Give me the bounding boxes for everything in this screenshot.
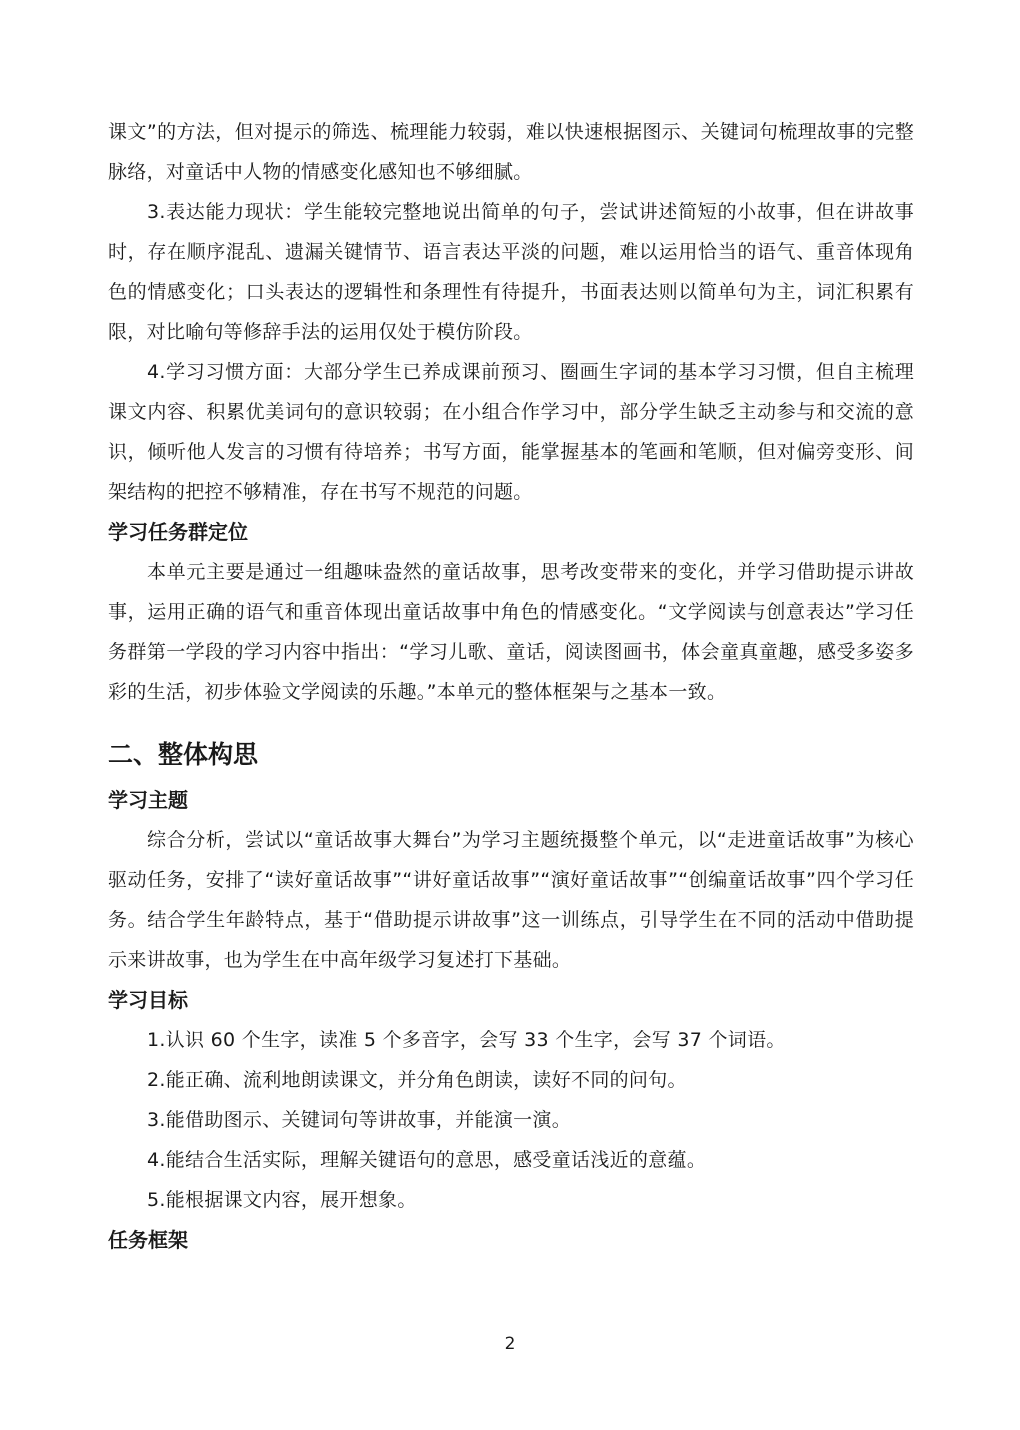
goal-item-4: 4.能结合生活实际，理解关键语句的意思，感受童话浅近的意蕴。 [147,1149,707,1171]
goal-item-5: 5.能根据课文内容，展开想象。 [147,1189,417,1211]
heading-learning-goals: 学习目标 [108,988,188,1012]
goal-item-3: 3.能借助图示、关键词句等讲故事，并能演一演。 [147,1109,572,1131]
paragraph-learning-theme: 综合分析，尝试以“童话故事大舞台”为学习主题统摄整个单元，以“走进童话故事”为核心驱动任务，安排了“读好童话故事”“讲好童话故事”“演好童话故事”“创编童话故事”四个学习任务。结合学生年龄特点，基于“借助提示讲故事”这一训练点，引导学生在不同的活动中借助提示来讲故事，也为学生在中高年级学习复述打下基础。 [108,829,914,971]
section-title-overall-design: 二、整体构思 [108,740,259,769]
paragraph-learning-habits: 4.学习习惯方面：大部分学生已养成课前预习、圈画生字词的基本学习习惯，但自主梳理课文内容、积累优美词句的意识较弱；在小组合作学习中，部分学生缺乏主动参与和交流的意识，倾听他人发言的习惯有待培养；书写方面，能掌握基本的笔画和笔顺，但对偏旁变形、间架结构的把控不够精准，存在书写不规范的问题。 [108,361,914,503]
goal-item-1: 1.认识 60 个生字，读准 5 个多音字，会写 33 个生字，会写 37 个词语。 [147,1029,786,1051]
paragraph-task-group: 本单元主要是通过一组趣味盎然的童话故事，思考改变带来的变化，并学习借助提示讲故事，运用正确的语气和重音体现出童话故事中角色的情感变化。“文学阅读与创意表达”学习任务群第一学段的学习内容中指出：“学习儿歌、童话，阅读图画书，体会童真童趣，感受多姿多彩的生活，初步体验文学阅读的乐趣。”本单元的整体框架与之基本一致。 [108,561,914,703]
paragraph-continued: 课文”的方法，但对提示的筛选、梳理能力较弱，难以快速根据图示、关键词句梳理故事的完整脉络，对童话中人物的情感变化感知也不够细腻。 [108,121,914,183]
page-number: 2 [504,1334,516,1354]
heading-task-framework: 任务框架 [108,1228,188,1252]
page-body [108,112,914,1260]
heading-learning-theme: 学习主题 [108,788,188,812]
heading-task-group: 学习任务群定位 [108,520,248,544]
paragraph-expression-ability: 3.表达能力现状：学生能较完整地说出简单的句子，尝试讲述简短的小故事，但在讲故事时，存在顺序混乱、遗漏关键情节、语言表达平淡的问题，难以运用恰当的语气、重音体现角色的情感变化；口头表达的逻辑性和条理性有待提升，书面表达则以简单句为主，词汇积累有限，对比喻句等修辞手法的运用仅处于模仿阶段。 [108,201,914,343]
goal-item-2: 2.能正确、流利地朗读课文，并分角色朗读，读好不同的问句。 [147,1069,687,1091]
